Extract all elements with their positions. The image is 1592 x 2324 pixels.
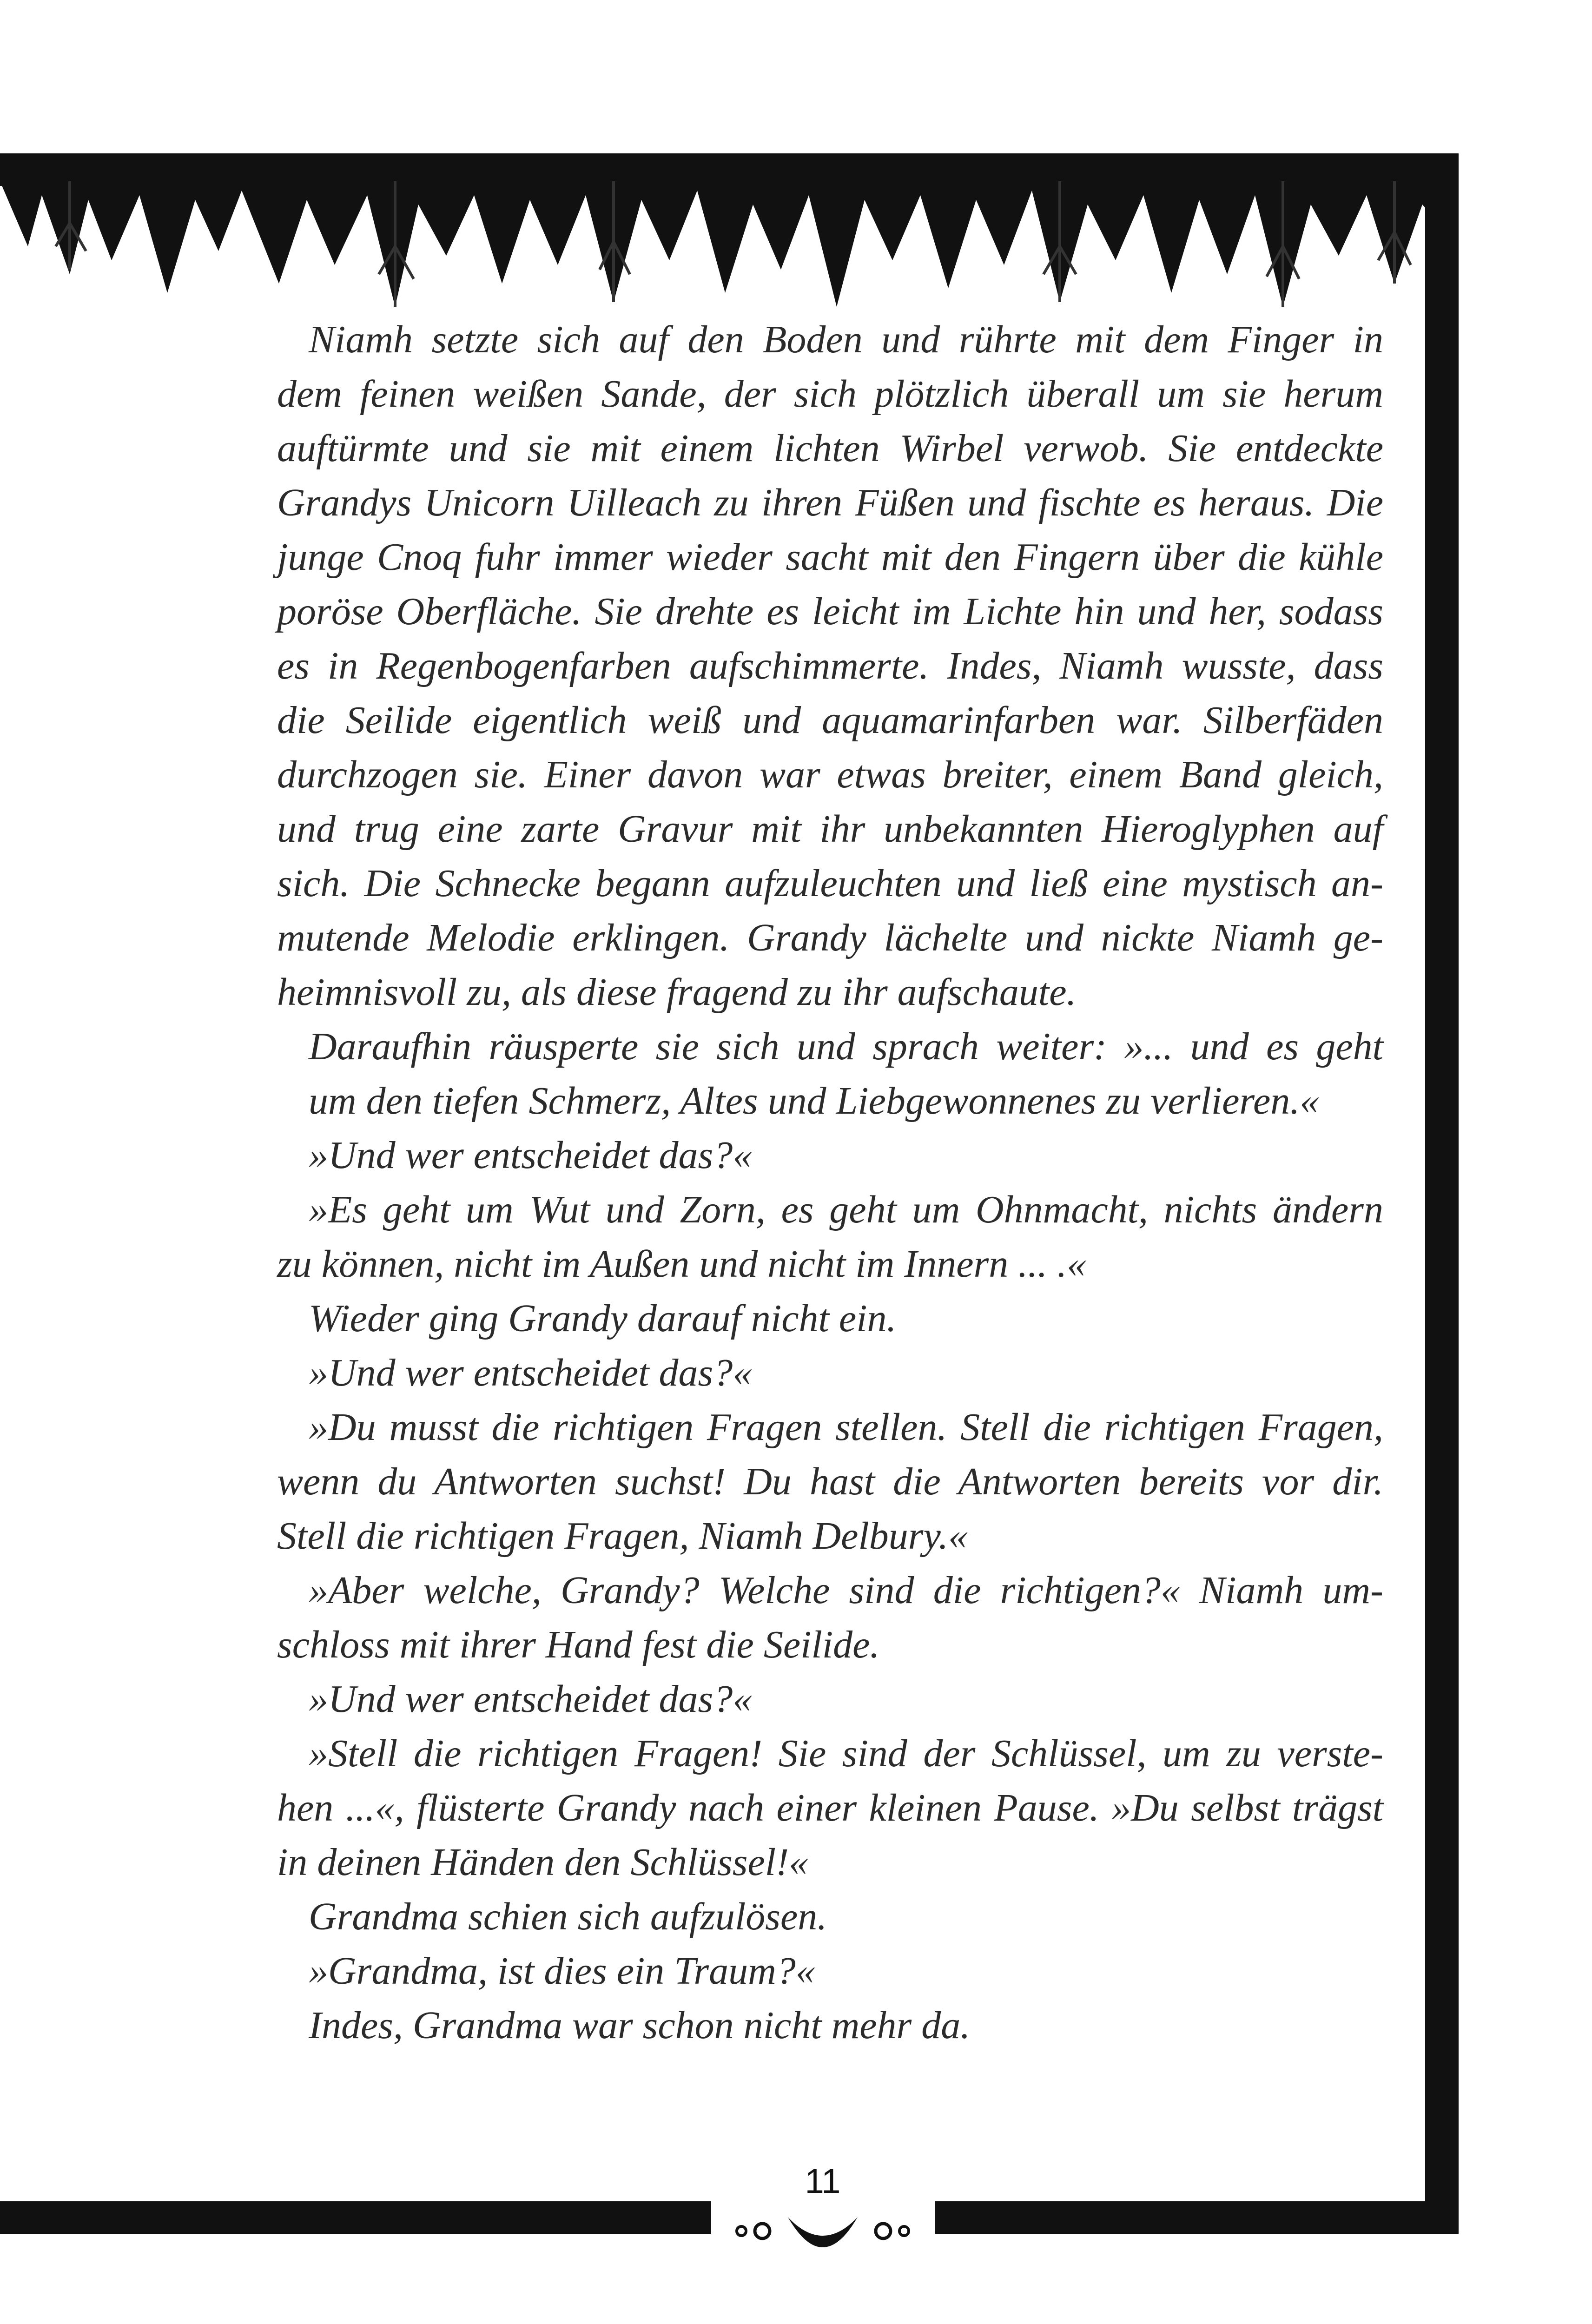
page-frame-bottom-left: [0, 2201, 711, 2234]
text-line: wenn du Antworten suchst! Du hast die Antworten bereits vor dir.: [277, 1460, 1383, 1503]
text-line: hen ...«, flüsterte Grandy nach einer kleinen Pause. »Du selbst trägst: [277, 1786, 1383, 1829]
text-line: »Und wer entscheidet das?«: [309, 1351, 753, 1394]
text-line: mutende Melodie erklingen. Grandy lächelte und nickte Niamh ge-: [277, 916, 1383, 959]
text-line: heimnisvoll zu, als diese fragend zu ihr aufschaute.: [277, 971, 1077, 1014]
text-line: Stell die richtigen Fragen, Niamh Delbury.«: [277, 1514, 968, 1558]
text-line: »Und wer entscheidet das?«: [309, 1677, 753, 1721]
text-line: Grandma schien sich aufzulösen.: [309, 1895, 827, 1938]
text-line: Daraufhin räusperte sie sich und sprach weiter: »... und es geht: [309, 1025, 1383, 1068]
page-frame-bottom-right: [935, 2201, 1459, 2234]
text-line: »Grandma, ist dies ein Traum?«: [309, 1949, 815, 1993]
text-line: »Stell die richtigen Fragen! Sie sind der Schlüssel, um zu verste-: [309, 1732, 1383, 1775]
text-line: schloss mit ihrer Hand fest die Seilide.: [277, 1623, 880, 1666]
text-line: sich. Die Schnecke begann aufzuleuchten und ließ eine mystisch an-: [277, 862, 1383, 905]
text-line: Wieder ging Grandy darauf nicht ein.: [309, 1297, 897, 1340]
text-line: »Aber welche, Grandy? Welche sind die richtigen?« Niamh um-: [309, 1569, 1383, 1612]
text-line: die Seilide eigentlich weiß und aquamarinfarben war. Silberfäden: [277, 699, 1383, 742]
text-line: durchzogen sie. Einer davon war etwas breiter, einem Band gleich,: [277, 753, 1383, 796]
text-line: in deinen Händen den Schlüssel!«: [277, 1841, 809, 1884]
page-frame-right: [1425, 153, 1459, 2234]
text-line: Grandys Unicorn Uilleach zu ihren Füßen und fischte es heraus. Die: [277, 481, 1383, 524]
text-line: Indes, Grandma war schon nicht mehr da.: [309, 2004, 971, 2047]
text-line: um den tiefen Schmerz, Altes und Liebgewonnenes zu verlieren.«: [309, 1079, 1320, 1122]
page-number: 11: [805, 2162, 841, 2200]
text-line: dem feinen weißen Sande, der sich plötzlich überall um sie herum: [277, 372, 1383, 416]
text-line: junge Cnoq fuhr immer wieder sacht mit den Fingern über die kühle: [277, 535, 1383, 579]
text-line: und trug eine zarte Gravur mit ihr unbekannten Hieroglyphen auf: [277, 807, 1383, 851]
text-line: auftürmte und sie mit einem lichten Wirbel verwob. Sie entdeckte: [277, 427, 1383, 470]
text-line: »Und wer entscheidet das?«: [309, 1134, 753, 1177]
text-line: »Du musst die richtigen Fragen stellen. Stell die richtigen Fragen,: [309, 1406, 1383, 1449]
text-line: Niamh setzte sich auf den Boden und rührte mit dem Finger in: [309, 318, 1383, 361]
text-line: poröse Oberfläche. Sie drehte es leicht im Lichte hin und her, sodass: [277, 590, 1383, 633]
body-text: [277, 312, 1383, 2053]
moon-ornament-icon: [723, 2199, 923, 2264]
text-line: es in Regenbogenfarben aufschimmerte. Indes, Niamh wusste, dass: [277, 644, 1383, 687]
forest-silhouette-illustration: [0, 153, 1459, 316]
text-line: zu können, nicht im Außen und nicht im Innern ... .«: [277, 1242, 1087, 1286]
text-line: »Es geht um Wut und Zorn, es geht um Ohnmacht, nichts ändern: [309, 1188, 1383, 1231]
